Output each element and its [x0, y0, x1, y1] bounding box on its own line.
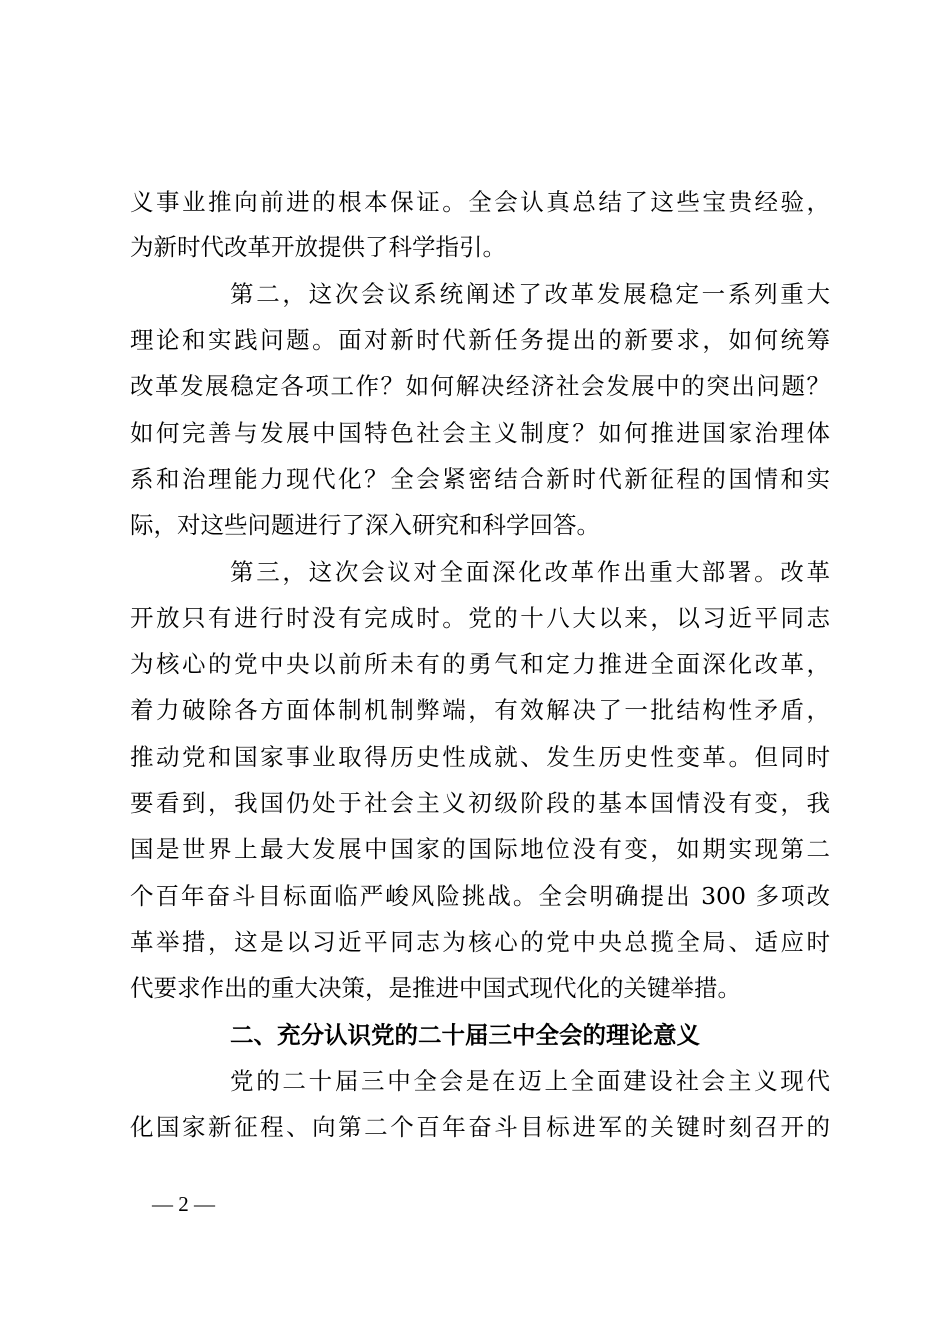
body-line-17: 革举措，这是以习近平同志为核心的党中央总揽全局、适应时	[130, 928, 830, 956]
body-line-7: 系和治理能力现代化？全会紧密结合新时代新征程的国情和实	[130, 465, 830, 493]
section-heading: 二、充分认识党的二十届三中全会的理论意义	[230, 1021, 700, 1049]
body-line-15: 国是世界上最大发展中国家的国际地位没有变，如期实现第二	[130, 835, 830, 863]
body-line-14: 要看到，我国仍处于社会主义初级阶段的基本国情没有变，我	[130, 789, 830, 817]
body-line-18: 代要求作出的重大决策，是推进中国式现代化的关键举措。	[130, 974, 741, 1002]
body-line-2: 为新时代改革开放提供了科学指引。	[130, 233, 506, 261]
body-line-5: 改革发展稳定各项工作？如何解决经济社会发展中的突出问题？	[130, 372, 830, 400]
body-line-11: 为核心的党中央以前所未有的勇气和定力推进全面深化改革，	[130, 650, 830, 678]
body-line-8: 际，对这些问题进行了深入研究和科学回答。	[130, 511, 600, 539]
paragraph-3-line-1: 第三，这次会议对全面深化改革作出重大部署。改革	[230, 558, 830, 586]
body-line-6: 如何完善与发展中国特色社会主义制度？如何推进国家治理体	[130, 419, 830, 447]
body-line-10: 开放只有进行时没有完成时。党的十八大以来，以习近平同志	[130, 604, 830, 632]
body-line-13: 推动党和国家事业取得历史性成就、发生历史性变革。但同时	[130, 743, 830, 771]
body-line-21: 化国家新征程、向第二个百年奋斗目标进军的关键时刻召开的	[130, 1113, 830, 1141]
paragraph-4-line-1: 党的二十届三中全会是在迈上全面建设社会主义现代	[230, 1067, 830, 1095]
page-number: — 2 —	[152, 1192, 215, 1216]
body-line-12: 着力破除各方面体制机制弊端，有效解决了一批结构性矛盾，	[130, 696, 830, 724]
body-line-4: 理论和实践问题。面对新时代新任务提出的新要求，如何统筹	[130, 326, 830, 354]
paragraph-2-line-1: 第二，这次会议系统阐述了改革发展稳定一系列重大	[230, 280, 830, 308]
body-line-1: 义事业推向前进的根本保证。全会认真总结了这些宝贵经验，	[130, 188, 830, 216]
body-line-16: 个百年奋斗目标面临严峻风险挑战。全会明确提出 300 多项改	[130, 882, 830, 910]
